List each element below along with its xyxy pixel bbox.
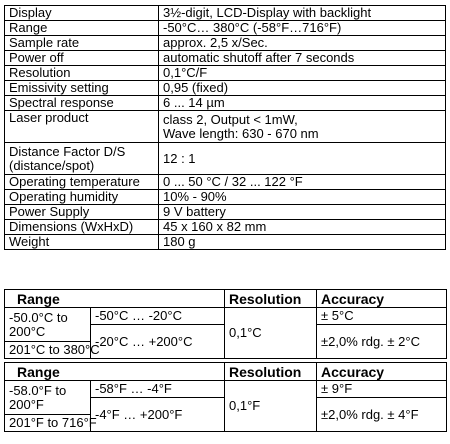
spec-label: Display [5, 6, 159, 21]
accuracy-header: Accuracy [317, 363, 447, 381]
low-range-cell: -58.0°F to 200°F [5, 381, 91, 415]
spec-value-line1: class 2, Output < 1mW, [163, 111, 298, 127]
high-range-cell: 201°C to 380°C [5, 342, 91, 359]
spec-label: Power Supply [5, 205, 159, 220]
resolution-value: 0,1°C [225, 308, 317, 359]
fahrenheit-accuracy-table [4, 362, 447, 432]
spec-label: Weight [5, 235, 159, 250]
resolution-header: Resolution [225, 290, 317, 308]
spec-value: -50°C… 380°C (-58°F…716°F) [159, 21, 446, 36]
range-row [5, 308, 447, 325]
sub-range-2: -4°F … +200°F [91, 398, 225, 432]
spec-row-display [5, 6, 446, 21]
spec-value: 0 ... 50 °C / 32 ... 122 °F [159, 175, 446, 190]
spec-label: Emissivity setting [5, 81, 159, 96]
spec-row-power-off [5, 51, 446, 66]
specifications-table [4, 5, 446, 250]
spec-label: Sample rate [5, 36, 159, 51]
sub-range-2: -20°C … +200°C [91, 325, 225, 359]
range-header: Range [5, 363, 225, 381]
spec-label: Range [5, 21, 159, 36]
spec-value: 0,1°C/F [159, 66, 446, 81]
spec-label: Power off [5, 51, 159, 66]
spec-row-laser [5, 111, 446, 143]
spec-label-line2: (distance/spot) [9, 157, 95, 173]
low-range-cell: -50.0°C to 200°C [5, 308, 91, 342]
spec-row-operating-temperature [5, 175, 446, 190]
celsius-accuracy-table [4, 289, 447, 359]
accuracy-2: ±2,0% rdg. ± 2°C [317, 325, 447, 359]
spec-row-spectral-response [5, 96, 446, 111]
accuracy-2: ±2,0% rdg. ± 4°F [317, 398, 447, 432]
spec-row-emissivity [5, 81, 446, 96]
sub-range-1: -58°F … -4°F [91, 381, 225, 398]
spec-row-power-supply [5, 205, 446, 220]
header-row [5, 363, 447, 381]
spec-label: Dimensions (WxHxD) [5, 220, 159, 235]
spec-row-distance-factor [5, 143, 446, 175]
accuracy-1: ± 9°F [317, 381, 447, 398]
spec-value: 12 : 1 [159, 143, 446, 175]
spec-row-dimensions [5, 220, 446, 235]
resolution-header: Resolution [225, 363, 317, 381]
header-row [5, 290, 447, 308]
accuracy-1: ± 5°C [317, 308, 447, 325]
accuracy-header: Accuracy [317, 290, 447, 308]
spec-label: Spectral response [5, 96, 159, 111]
spec-label-text: Laser product [9, 110, 89, 125]
spec-value: 9 V battery [159, 205, 446, 220]
spec-value: 45 x 160 x 82 mm [159, 220, 446, 235]
spec-value-line2: Wave length: 630 - 670 nm [163, 125, 319, 141]
range-row [5, 381, 447, 398]
range-header: Range [5, 290, 225, 308]
spec-value: 3½-digit, LCD-Display with backlight [159, 6, 446, 21]
spec-row-sample-rate [5, 36, 446, 51]
spec-label: Resolution [5, 66, 159, 81]
spec-value: 10% - 90% [159, 190, 446, 205]
spec-value: approx. 2,5 x/Sec. [159, 36, 446, 51]
spec-label [5, 111, 159, 143]
spec-value [159, 111, 446, 143]
spec-label-line1: Distance Factor D/S [9, 143, 126, 159]
spec-row-operating-humidity [5, 190, 446, 205]
spec-value: 0,95 (fixed) [159, 81, 446, 96]
resolution-value: 0,1°F [225, 381, 317, 432]
spec-row-range [5, 21, 446, 36]
spec-label: Operating temperature [5, 175, 159, 190]
spec-value: 6 ... 14 µm [159, 96, 446, 111]
spec-label [5, 143, 159, 175]
high-range-cell: 201°F to 716°F [5, 415, 91, 432]
spec-row-resolution [5, 66, 446, 81]
sub-range-1: -50°C … -20°C [91, 308, 225, 325]
spec-value: 180 g [159, 235, 446, 250]
spec-value: automatic shutoff after 7 seconds [159, 51, 446, 66]
spec-label: Operating humidity [5, 190, 159, 205]
spec-row-weight [5, 235, 446, 250]
